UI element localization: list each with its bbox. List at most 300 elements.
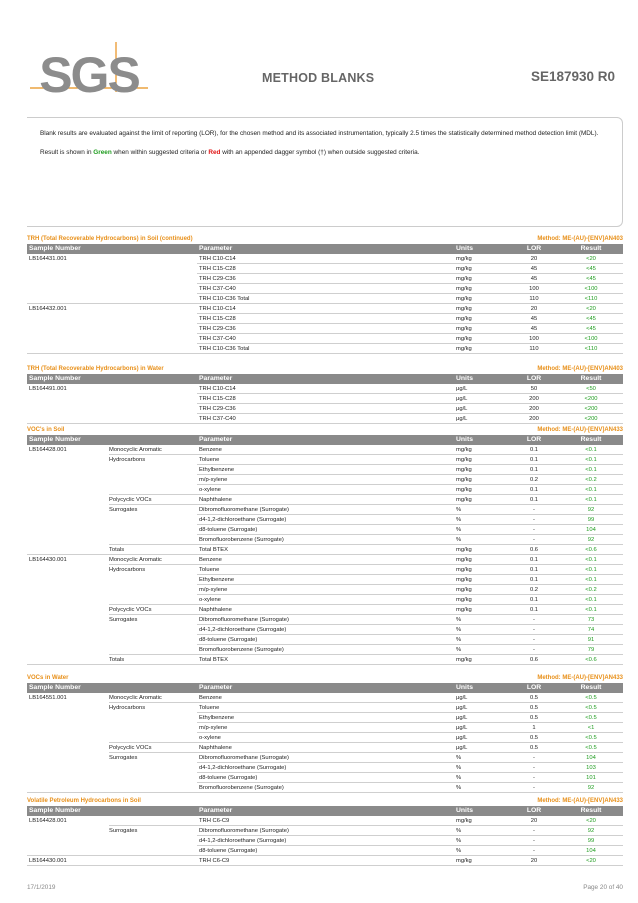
cell-group: Surrogates [109, 617, 138, 623]
cell-sample [27, 733, 109, 743]
cell-parameter: TRH C10-C14 [197, 384, 453, 394]
table-row [27, 723, 623, 733]
section-title: VOC's in Soil [27, 427, 65, 433]
cell-lor: - [509, 826, 559, 836]
cell-units: mg/kg [453, 655, 509, 665]
table-row [27, 565, 623, 575]
cell-group [109, 525, 197, 535]
cell-sample [27, 344, 109, 354]
cell-result: <0.1 [559, 485, 623, 495]
cell-sample [27, 655, 109, 665]
table-row [27, 703, 623, 713]
table-row [27, 284, 623, 294]
col-sample: Sample Number [29, 436, 81, 443]
cell-sample [27, 525, 109, 535]
cell-group [109, 733, 197, 743]
table-row [27, 605, 623, 615]
cell-sample [27, 515, 109, 525]
cell-result: <200 [559, 394, 623, 404]
table-row [27, 585, 623, 595]
table-row [27, 445, 623, 455]
cell-result: <0.1 [559, 465, 623, 475]
col-group [109, 435, 197, 445]
cell-units: mg/kg [453, 565, 509, 575]
cell-parameter: TRH C37-C40 [197, 414, 453, 424]
table-row [27, 475, 623, 485]
cell-lor: 110 [509, 294, 559, 304]
cell-units: % [453, 753, 509, 763]
legend-red: Red [208, 148, 221, 156]
col-result: Result [580, 684, 602, 691]
cell-units: mg/kg [453, 274, 509, 284]
section-title-bar [27, 364, 623, 374]
cell-units: % [453, 625, 509, 635]
cell-sample [27, 565, 109, 575]
cell-sample [27, 314, 109, 324]
cell-group: Monocyclic Aromatic [109, 693, 197, 703]
cell-units: mg/kg [453, 294, 509, 304]
cell-group [109, 274, 197, 284]
cell-group [109, 575, 197, 585]
section-title: TRH (Total Recoverable Hydrocarbons) in Soil (continued) [27, 236, 193, 242]
col-units: Units [456, 684, 473, 691]
cell-result: <0.2 [559, 585, 623, 595]
cell-lor: 0.1 [509, 595, 559, 605]
cell-lor: 1 [509, 723, 559, 733]
table-row [27, 615, 623, 625]
cell-parameter: Benzene [197, 693, 453, 703]
cell-result: 91 [559, 635, 623, 645]
table-row [27, 836, 623, 846]
cell-result: <20 [559, 304, 623, 314]
table-row [27, 294, 623, 304]
cell-parameter: Total BTEX [197, 545, 453, 555]
cell-sample [27, 585, 109, 595]
cell-sample [27, 645, 109, 655]
col-group [109, 806, 197, 816]
cell-result: <0.5 [559, 743, 623, 753]
cell-group [109, 856, 197, 866]
cell-parameter: TRH C6-C9 [197, 816, 453, 826]
cell-sample: LB164431.001 [29, 256, 67, 262]
cell-group [109, 465, 197, 475]
cell-sample: LB164551.001 [29, 695, 67, 701]
cell-result: <0.1 [559, 445, 623, 455]
cell-parameter: o-xylene [197, 595, 453, 605]
cell-parameter: Benzene [197, 445, 453, 455]
cell-group [109, 773, 197, 783]
cell-lor: 100 [509, 334, 559, 344]
col-parameter: Parameter [199, 684, 233, 691]
cell-lor: 0.1 [509, 575, 559, 585]
col-parameter: Parameter [199, 807, 233, 814]
cell-lor: 20 [509, 254, 559, 264]
cell-units: % [453, 826, 509, 836]
cell-lor: 0.6 [509, 545, 559, 555]
cell-lor: 0.5 [509, 693, 559, 703]
cell-parameter: Ethylbenzene [197, 465, 453, 475]
section-method: Method: ME-(AU)-[ENV]AN403 [537, 236, 623, 242]
section-method: Method: ME-(AU)-[ENV]AN433 [537, 798, 623, 804]
cell-units: µg/L [453, 723, 509, 733]
cell-parameter: TRH C10-C14 [197, 254, 453, 264]
cell-sample [27, 545, 109, 555]
table-header [27, 435, 623, 445]
table-row [27, 733, 623, 743]
document-title: METHOD BLANKS [262, 71, 375, 85]
cell-sample: LB164430.001 [27, 856, 109, 866]
cell-parameter: d4-1,2-dichloroethane (Surrogate) [197, 515, 453, 525]
cell-parameter: m/p-xylene [197, 723, 453, 733]
table-row [27, 753, 623, 763]
cell-sample [27, 485, 109, 495]
table-row [27, 763, 623, 773]
cell-group [109, 344, 197, 354]
cell-group [109, 635, 197, 645]
table-row [27, 505, 623, 515]
cell-lor: 45 [509, 264, 559, 274]
cell-units: mg/kg [453, 495, 509, 505]
col-lor: LOR [526, 807, 542, 814]
cell-group [109, 625, 197, 635]
cell-sample [27, 264, 109, 274]
cell-parameter: Dibromofluoromethane (Surrogate) [197, 505, 453, 515]
cell-units: % [453, 783, 509, 793]
cell-result: <0.1 [559, 455, 623, 465]
cell-units: % [453, 763, 509, 773]
cell-result: <45 [559, 264, 623, 274]
cell-lor: 0.6 [509, 655, 559, 665]
section-method: Method: ME-(AU)-[ENV]AN403 [537, 366, 623, 372]
table-row [27, 826, 623, 836]
table-row [27, 254, 623, 264]
cell-parameter: Bromofluorobenzene (Surrogate) [197, 783, 453, 793]
table-row [27, 535, 623, 545]
legend-paragraph [40, 149, 612, 158]
cell-parameter: Ethylbenzene [197, 575, 453, 585]
table-row [27, 274, 623, 284]
cell-parameter: Naphthalene [197, 605, 453, 615]
cell-group: Totals [109, 655, 197, 665]
cell-lor: - [509, 505, 559, 515]
cell-group: Monocyclic Aromatic [109, 445, 197, 455]
col-result: Result [580, 245, 602, 252]
col-units: Units [456, 807, 473, 814]
cell-group [109, 264, 197, 274]
cell-parameter: m/p-xylene [197, 475, 453, 485]
cell-sample [27, 284, 109, 294]
section-title-bar [27, 796, 623, 806]
cell-parameter: TRH C15-C28 [197, 394, 453, 404]
cell-result: <0.5 [559, 693, 623, 703]
cell-group [109, 485, 197, 495]
cell-result: <200 [559, 414, 623, 424]
table-row [27, 655, 623, 665]
table-row [27, 625, 623, 635]
table-row [27, 816, 623, 826]
cell-units: mg/kg [453, 445, 509, 455]
cell-result: <100 [559, 284, 623, 294]
cell-lor: 0.5 [509, 713, 559, 723]
cell-units: % [453, 645, 509, 655]
cell-lor: 0.1 [509, 455, 559, 465]
cell-result: <0.1 [559, 575, 623, 585]
cell-units: % [453, 505, 509, 515]
cell-result: <45 [559, 314, 623, 324]
col-units: Units [456, 375, 473, 382]
cell-group [109, 836, 197, 846]
cell-units: mg/kg [453, 264, 509, 274]
cell-group: Surrogates [109, 755, 138, 761]
cell-sample [27, 836, 109, 846]
col-group [109, 244, 197, 254]
cell-sample [27, 743, 109, 753]
col-parameter: Parameter [199, 375, 233, 382]
cell-units: µg/L [453, 384, 509, 394]
section-3 [27, 673, 623, 793]
cell-result: 104 [559, 525, 623, 535]
legend-text: when within suggested criteria or [111, 148, 209, 156]
cell-parameter: Dibromofluoromethane (Surrogate) [197, 615, 453, 625]
cell-group [109, 384, 197, 394]
cell-parameter: Naphthalene [197, 495, 453, 505]
table-header [27, 806, 623, 816]
cell-parameter: d4-1,2-dichloroethane (Surrogate) [197, 836, 453, 846]
cell-units: mg/kg [453, 555, 509, 565]
cell-parameter: TRH C10-C14 [197, 304, 453, 314]
cell-group [109, 645, 197, 655]
cell-result: <20 [559, 816, 623, 826]
cell-group [109, 294, 197, 304]
cell-result: <0.6 [559, 545, 623, 555]
cell-units: µg/L [453, 404, 509, 414]
cell-units: mg/kg [453, 334, 509, 344]
cell-parameter: TRH C37-C40 [197, 334, 453, 344]
cell-units: mg/kg [453, 485, 509, 495]
table-row [27, 485, 623, 495]
cell-result: <20 [559, 856, 623, 866]
cell-units: mg/kg [453, 465, 509, 475]
cell-units: % [453, 836, 509, 846]
table-row [27, 324, 623, 334]
cell-lor: 110 [509, 344, 559, 354]
cell-group [109, 314, 197, 324]
cell-parameter: Total BTEX [197, 655, 453, 665]
cell-group [109, 414, 197, 424]
cell-result: <200 [559, 404, 623, 414]
cell-lor: - [509, 535, 559, 545]
cell-sample [27, 605, 109, 615]
cell-lor: 100 [509, 284, 559, 294]
cell-sample [27, 274, 109, 284]
cell-result: 104 [559, 753, 623, 763]
footer-page: Page 20 of 40 [583, 884, 623, 891]
cell-lor: 45 [509, 324, 559, 334]
cell-parameter: TRH C10-C36 Total [197, 344, 453, 354]
section-2 [27, 425, 623, 665]
cell-group [109, 304, 197, 314]
cell-group: Totals [109, 545, 197, 555]
cell-sample [27, 535, 109, 545]
cell-lor: 0.1 [509, 565, 559, 575]
table-row [27, 635, 623, 645]
cell-parameter: Benzene [197, 555, 453, 565]
cell-group [109, 846, 197, 856]
cell-group [109, 254, 197, 264]
cell-result: 92 [559, 505, 623, 515]
table-row [27, 515, 623, 525]
svg-text:SGS: SGS [39, 47, 139, 98]
cell-lor: - [509, 753, 559, 763]
cell-units: mg/kg [453, 595, 509, 605]
cell-units: mg/kg [453, 585, 509, 595]
cell-result: <0.1 [559, 605, 623, 615]
cell-sample [27, 703, 109, 713]
cell-units: mg/kg [453, 605, 509, 615]
cell-lor: - [509, 515, 559, 525]
cell-result: 104 [559, 846, 623, 856]
table-row [27, 846, 623, 856]
section-1 [27, 364, 623, 424]
cell-lor: - [509, 783, 559, 793]
intro-box [27, 117, 623, 227]
table-row [27, 414, 623, 424]
cell-sample [27, 763, 109, 773]
table-row [27, 465, 623, 475]
cell-sample [27, 635, 109, 645]
cell-sample [27, 505, 109, 515]
cell-sample [27, 783, 109, 793]
cell-result: <45 [559, 324, 623, 334]
cell-lor: 0.1 [509, 485, 559, 495]
section-title: Volatile Petroleum Hydrocarbons in Soil [27, 798, 141, 804]
table-row [27, 525, 623, 535]
cell-sample [27, 414, 109, 424]
cell-units: µg/L [453, 703, 509, 713]
cell-group [109, 475, 197, 485]
table-row [27, 713, 623, 723]
cell-sample [27, 294, 109, 304]
cell-result: <0.1 [559, 495, 623, 505]
cell-sample [27, 495, 109, 505]
cell-result: 92 [559, 535, 623, 545]
cell-sample: LB164432.001 [29, 306, 67, 312]
col-lor: LOR [526, 684, 542, 691]
cell-units: % [453, 515, 509, 525]
cell-sample [27, 826, 109, 836]
cell-result: 92 [559, 783, 623, 793]
cell-units: % [453, 846, 509, 856]
cell-parameter: d4-1,2-dichloroethane (Surrogate) [197, 625, 453, 635]
cell-sample [27, 625, 109, 635]
cell-lor: 20 [509, 816, 559, 826]
cell-lor: - [509, 625, 559, 635]
cell-units: mg/kg [453, 284, 509, 294]
cell-group: Monocyclic Aromatic [109, 555, 197, 565]
col-lor: LOR [526, 375, 542, 382]
legend-text: with an appended dagger symbol (†) when outside suggested criteria. [220, 148, 420, 156]
cell-parameter: Dibromofluoromethane (Surrogate) [197, 753, 453, 763]
cell-lor: 0.1 [509, 445, 559, 455]
cell-sample [27, 753, 109, 763]
cell-units: µg/L [453, 743, 509, 753]
table-row [27, 783, 623, 793]
col-units: Units [456, 245, 473, 252]
cell-result: 101 [559, 773, 623, 783]
cell-parameter: TRH C29-C36 [197, 324, 453, 334]
cell-lor: 50 [509, 384, 559, 394]
cell-group [109, 723, 197, 733]
cell-parameter: Toluene [197, 703, 453, 713]
col-units: Units [456, 436, 473, 443]
col-parameter: Parameter [199, 436, 233, 443]
cell-parameter: TRH C29-C36 [197, 404, 453, 414]
table-row [27, 693, 623, 703]
sgs-logo [30, 42, 148, 98]
col-lor: LOR [526, 436, 542, 443]
cell-lor: 0.1 [509, 465, 559, 475]
cell-parameter: o-xylene [197, 485, 453, 495]
cell-result: 73 [559, 615, 623, 625]
section-title: VOCs in Water [27, 675, 69, 681]
cell-result: <110 [559, 344, 623, 354]
cell-units: % [453, 535, 509, 545]
table-header [27, 683, 623, 693]
cell-sample [27, 575, 109, 585]
cell-result: 99 [559, 515, 623, 525]
legend-text: Result is shown in [40, 148, 94, 156]
cell-parameter: m/p-xylene [197, 585, 453, 595]
col-sample: Sample Number [29, 807, 81, 814]
cell-lor: 200 [509, 404, 559, 414]
cell-lor: 20 [509, 856, 559, 866]
cell-sample [27, 475, 109, 485]
cell-group: Surrogates [109, 507, 138, 513]
cell-parameter: TRH C10-C36 Total [197, 294, 453, 304]
cell-group: Hydrocarbons [109, 705, 146, 711]
cell-units: µg/L [453, 693, 509, 703]
cell-units: µg/L [453, 394, 509, 404]
cell-units: mg/kg [453, 816, 509, 826]
table-row [27, 575, 623, 585]
table-row [27, 545, 623, 555]
section-4 [27, 796, 623, 866]
cell-units: mg/kg [453, 575, 509, 585]
cell-result: 79 [559, 645, 623, 655]
section-title-bar [27, 673, 623, 683]
cell-group: Polycyclic VOCs [109, 743, 197, 753]
cell-sample [27, 465, 109, 475]
cell-group: Polycyclic VOCs [109, 605, 197, 615]
cell-lor: - [509, 763, 559, 773]
cell-lor: 0.2 [509, 585, 559, 595]
table-header [27, 374, 623, 384]
col-sample: Sample Number [29, 245, 81, 252]
cell-units: mg/kg [453, 344, 509, 354]
cell-group: Surrogates [109, 828, 138, 834]
footer-date: 17/1/2019 [27, 884, 56, 891]
cell-result: 92 [559, 826, 623, 836]
table-row [27, 394, 623, 404]
cell-group [109, 713, 197, 723]
cell-sample: LB164430.001 [29, 557, 67, 563]
col-sample: Sample Number [29, 375, 81, 382]
table-row [27, 334, 623, 344]
cell-result: 99 [559, 836, 623, 846]
section-title-bar [27, 425, 623, 435]
cell-units: µg/L [453, 733, 509, 743]
table-row [27, 264, 623, 274]
